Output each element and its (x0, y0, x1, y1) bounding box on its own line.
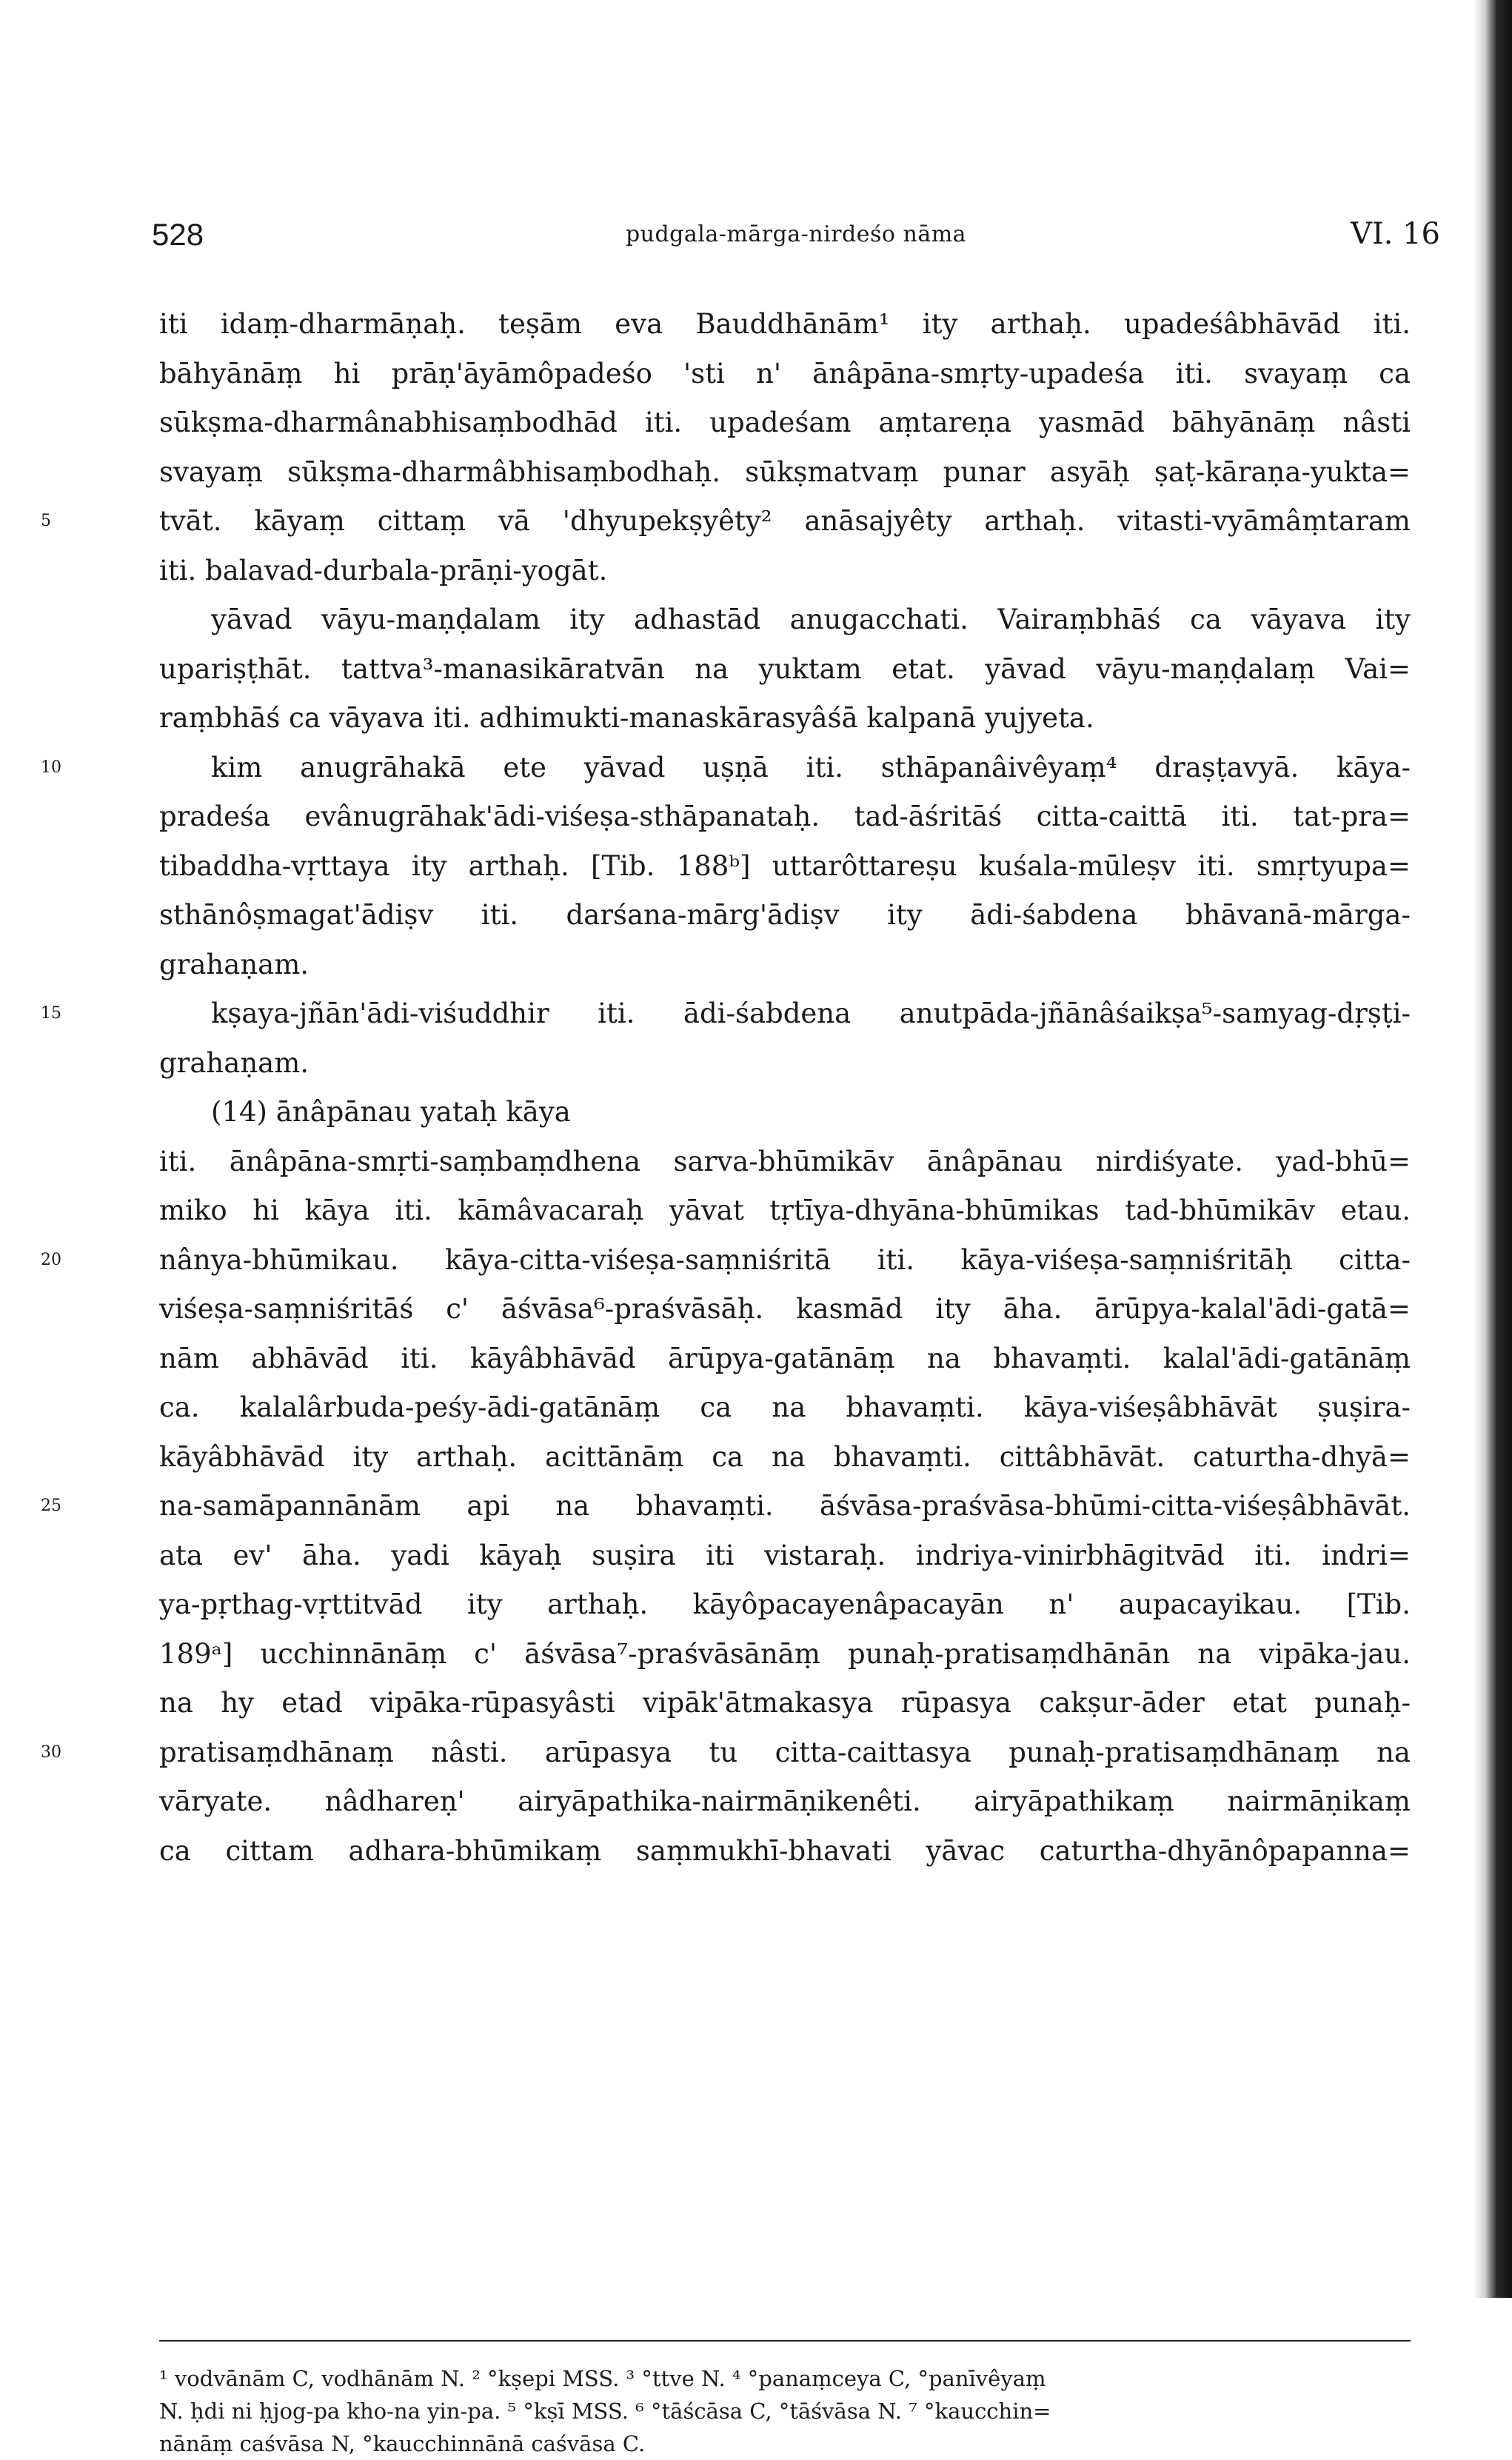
text-line (159, 1137, 1411, 1187)
text-line (159, 1531, 1411, 1581)
line-number: 10 (41, 758, 61, 777)
line-text: iti. ānâpāna-smṛti-saṃbaṃdhena sarva-bhūmikāv ānâpānau nirdiśyate. yad-bhū= (159, 1145, 1411, 1177)
line-text: (14) ānâpānau yataḥ kāya (211, 1096, 571, 1128)
page-edge-shadow (1473, 0, 1512, 2298)
text-line (159, 792, 1411, 842)
line-text: kim anugrāhakā ete yāvad uṣṇā iti. sthāpanâivêyaṃ⁴ draṣṭavyā. kāya- (211, 751, 1411, 783)
text-line (159, 940, 1411, 990)
page-header (152, 217, 1440, 261)
text-line (41, 497, 1411, 547)
line-text: 189ᵃ] ucchinnānāṃ c' āśvāsa⁷-praśvāsānāṃ punaḥ-pratisaṃdhānān na vipāka-jau. (159, 1637, 1411, 1670)
footnote-rule (159, 2340, 1411, 2342)
line-number: 30 (41, 1742, 61, 1762)
line-text: na hy etad vipāka-rūpasyâsti vipāk'ātmakasya rūpasya cakṣur-āder etat punaḥ- (159, 1687, 1411, 1719)
text-line (159, 1630, 1411, 1679)
section-number: VI. 16 (1350, 217, 1440, 251)
text-line (159, 1827, 1411, 1876)
footnotes (159, 2362, 1411, 2460)
running-title: pudgala-mārga-nirdeśo nāma (625, 221, 967, 247)
line-text: tibaddha-vṛttaya ity arthaḥ. [Tib. 188ᵇ] uttarôttareṣu kuśala-mūleṣv iti. smṛtyupa= (159, 849, 1411, 882)
line-number: 20 (41, 1250, 61, 1269)
line-number: 15 (41, 1004, 61, 1023)
line-text: yāvad vāyu-maṇḍalam ity adhastād anugacchati. Vairaṃbhāś ca vāyava ity (211, 604, 1411, 635)
text-line (159, 1433, 1411, 1483)
line-text: ya-pṛthag-vṛttitvād ity arthaḥ. kāyôpacayenâpacayān n' aupacayikau. [Tib. (159, 1588, 1411, 1620)
page-number: 528 (152, 217, 204, 252)
text-line (159, 448, 1411, 498)
line-text: nânya-bhūmikau. kāya-citta-viśeṣa-saṃniśritā iti. kāya-viśeṣa-saṃniśritāḥ citta- (159, 1243, 1411, 1276)
text-line (159, 300, 1411, 350)
line-text: ata ev' āha. yadi kāyaḥ suṣira iti vistaraḥ. indriya-vinirbhāgitvād iti. indri= (159, 1539, 1411, 1571)
line-text: grahaṇam. (159, 948, 310, 980)
body-text (41, 300, 1411, 1876)
line-text: grahaṇam. (159, 1046, 310, 1079)
line-text: svayaṃ sūkṣma-dharmâbhisaṃbodhaḥ. sūkṣmatvaṃ punar asyāḥ ṣaṭ-kāraṇa-yukta= (159, 455, 1411, 488)
text-line (41, 1482, 1411, 1531)
text-line (159, 842, 1411, 892)
line-text: pratisaṃdhānaṃ nâsti. arūpasya tu citta-caittasya punaḥ-pratisaṃdhānaṃ na (159, 1736, 1411, 1768)
text-line (159, 547, 1411, 596)
line-text: iti idaṃ-dharmāṇaḥ. teṣām eva Bauddhānām¹ ity arthaḥ. upadeśâbhāvād iti. (159, 308, 1411, 340)
text-line (41, 1236, 1411, 1286)
text-line (159, 1285, 1411, 1334)
footnote-line: ¹ vodvānām C, vodhānām N. ² °kṣepi MSS. ³ °ttve N. ⁴ °panaṃceya C, °panīvêyaṃ (159, 2366, 1046, 2391)
line-text: na-samāpannānām api na bhavaṃti. āśvāsa-praśvāsa-bhūmi-citta-viśeṣâbhāvāt. (159, 1490, 1411, 1522)
text-line (159, 645, 1411, 695)
line-text: ca. kalalârbuda-peśy-ādi-gatānāṃ ca na bhavaṃti. kāya-viśeṣâbhāvāt ṣuṣira- (159, 1391, 1411, 1423)
text-line (159, 398, 1411, 448)
line-text: kṣaya-jñān'ādi-viśuddhir iti. ādi-śabdena anutpāda-jñānâśaikṣa⁵-samyag-dṛṣṭi- (211, 997, 1411, 1029)
line-text: vāryate. nâdhareṇ' airyāpathika-nairmāṇikenêti. airyāpathikaṃ nairmāṇikaṃ (159, 1785, 1411, 1817)
line-number: 5 (41, 512, 51, 530)
text-line (159, 1383, 1411, 1433)
line-text: bāhyānāṃ hi prāṇ'āyāmôpadeśo 'sti n' ānâpāna-smṛty-upadeśa iti. svayaṃ ca (159, 357, 1411, 390)
line-text: tvāt. kāyaṃ cittaṃ vā 'dhyupekṣyêty² anāsajyêty arthaḥ. vitasti-vyāmâṃtaram (159, 505, 1411, 537)
line-text: nām abhāvād iti. kāyâbhāvād ārūpya-gatānāṃ na bhavaṃti. kalal'ādi-gatānāṃ (159, 1342, 1411, 1374)
text-line (159, 1088, 1411, 1137)
text-line (159, 1334, 1411, 1384)
text-line (159, 1777, 1411, 1827)
line-text: sthānôṣmagat'ādiṣv iti. darśana-mārg'ādiṣv ity ādi-śabdena bhāvanā-mārga- (159, 899, 1411, 931)
line-text: upariṣṭhāt. tattva³-manasikāratvān na yuktam etat. yāvad vāyu-maṇḍalaṃ Vai= (159, 652, 1411, 685)
line-text: miko hi kāya iti. kāmâvacaraḥ yāvat tṛtīya-dhyāna-bhūmikas tad-bhūmikāv etau. (159, 1194, 1411, 1226)
line-text: viśeṣa-saṃniśritāś c' āśvāsa⁶-praśvāsāḥ. kasmād ity āha. ārūpya-kalal'ādi-gatā= (159, 1293, 1411, 1325)
text-line (159, 1186, 1411, 1236)
text-line (159, 1679, 1411, 1728)
line-text: iti. balavad-durbala-prāṇi-yogāt. (159, 554, 608, 586)
text-line (159, 694, 1411, 743)
line-number: 25 (41, 1497, 61, 1515)
text-line (159, 891, 1411, 940)
line-text: raṃbhāś ca vāyava iti. adhimukti-manaskārasyâśā kalpanā yujyeta. (159, 702, 1094, 734)
line-text: kāyâbhāvād ity arthaḥ. acittānāṃ ca na bhavaṃti. cittâbhāvāt. caturtha-dhyā= (159, 1440, 1411, 1473)
footnote-line: nānāṃ caśvāsa N, °kaucchinnānā caśvāsa C. (159, 2431, 646, 2456)
text-line (159, 350, 1411, 399)
text-line (159, 1580, 1411, 1630)
text-line (41, 743, 1411, 793)
text-line (41, 1728, 1411, 1778)
line-text: sūkṣma-dharmânabhisaṃbodhād iti. upadeśam aṃtareṇa yasmād bāhyānāṃ nâsti (159, 407, 1411, 438)
line-text: ca cittam adhara-bhūmikaṃ saṃmukhī-bhavati yāvac caturtha-dhyānôpapanna= (159, 1834, 1411, 1867)
text-line (41, 989, 1411, 1039)
text-line (159, 1039, 1411, 1089)
footnote-line: N. ḥdi ni ḥjog-pa kho-na yin-pa. ⁵ °kṣī MSS. ⁶ °tāścāsa C, °tāśvāsa N. ⁷ °kaucchin= (159, 2399, 1051, 2424)
line-text: pradeśa evânugrāhak'ādi-viśeṣa-sthāpanataḥ. tad-āśritāś citta-caittā iti. tat-pra= (159, 800, 1411, 832)
text-line (159, 595, 1411, 645)
